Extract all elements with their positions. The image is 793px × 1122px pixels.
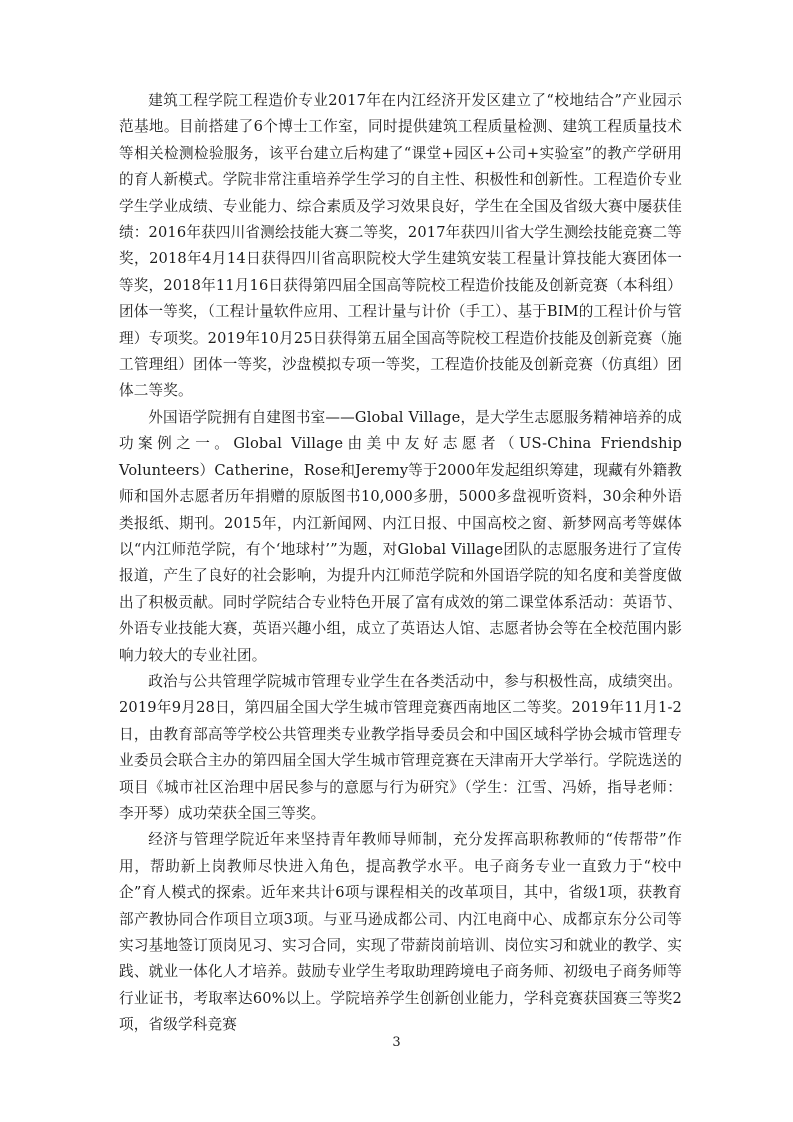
paragraph-economics-management: 经济与管理学院近年来坚持青年教师导师制，充分发挥高职称教师的“传帮带”作用，帮助新上岗教师尽快进入角色，提高教学水平。电子商务专业一直致力于“校中企”育人模式的探索。近年来共计6项与课程相关的改革项目，其中，省级1项，获教育部产教协同合作项目立项3项。与亚马逊成都公司、内江电商中心、成都京东分公司等实习基地签订顶岗见习、实习合同，实现了带薪岗前培训、岗位实习和就业的教学、实践、就业一体化人才培养。鼓励专业学生考取助理跨境电子商务师、初级电子商务师等行业证书，考取率达60%以上。学院培养学生创新创业能力，学科竞赛获国赛三等奖2项，省级学科竞赛 bbox=[119, 831, 682, 1034]
paragraph-architecture: 建筑工程学院工程造价专业2017年在内江经济开发区建立了“校地结合”产业园示范基地。目前搭建了6个博士工作室，同时提供建筑工程质量检测、建筑工程质量技术等相关检测检验服务，该平台建立后构建了“课堂+园区+公司+实验室”的教产学研用的育人新模式。学院非常注重培养学生学习的自主性、积极性和创新性。工程造价专业学生学业成绩、专业能力、综合素质及学习效果良好，学生在全国及省级大赛中屡获佳绩：2016年获四川省测绘技能大赛二等奖，2017年获四川省大学生测绘技能竞赛二等奖，2018年4月14日获得四川省高职院校大学生建筑安装工程量计算技能大赛团体一等奖，2018年11月16日获得第四届全国高等院校工程造价技能及创新竞赛（本科组）团体一等奖，（工程计量软件应用、工程计量与计价（手工）、基于BIM的工程计价与管理）专项奖。2019年10月25日获得第五届全国高等院校工程造价技能及创新竞赛（施工管理组）团体一等奖，沙盘模拟专项一等奖，工程造价技能及创新竞赛（仿真组）团体二等奖。 bbox=[119, 92, 682, 400]
document-body bbox=[119, 88, 682, 1039]
page-number: 3 bbox=[392, 1035, 401, 1050]
paragraph-public-administration: 政治与公共管理学院城市管理专业学生在各类活动中，参与积极性高，成绩突出。2019年9月28日，第四届全国大学生城市管理竞赛西南地区二等奖。2019年11月1-2日，由教育部高等学校公共管理类专业教学指导委员会和中国区域科学协会城市管理专业委员会联合主办的第四届全国大学生城市管理竞赛在天津南开大学举行。学院选送的项目《城市社区治理中居民参与的意愿与行为研究》（学生：江雪、冯娇，指导老师：李开琴）成功荣获全国三等奖。 bbox=[119, 672, 682, 822]
paragraph-foreign-languages: 外国语学院拥有自建图书室——Global Village，是大学生志愿服务精神培养的成功案例之一。Global Village由美中友好志愿者（US-China Friendship Volunteers）Catherine，Rose和Jeremy等于2000年发起组织筹建，现藏有外籍教师和国外志愿者历年捐赠的原版图书10,000多册，5000多盘视听资料，30余种外语类报纸、期刊。2015年，内江新闻网、内江日报、中国高校之窗、新梦网高考等媒体以“内江师范学院，有个‘地球村’”为题，对Global Village团队的志愿服务进行了宣传报道，产生了良好的社会影响，为提升内江师范学院和外国语学院的知名度和美誉度做出了积极贡献。同时学院结合专业特色开展了富有成效的第二课堂体系活动：英语节、外语专业技能大赛，英语兴趣小组，成立了英语达人馆、志愿者协会等在全校范围内影响力较大的专业社团。 bbox=[119, 408, 682, 664]
